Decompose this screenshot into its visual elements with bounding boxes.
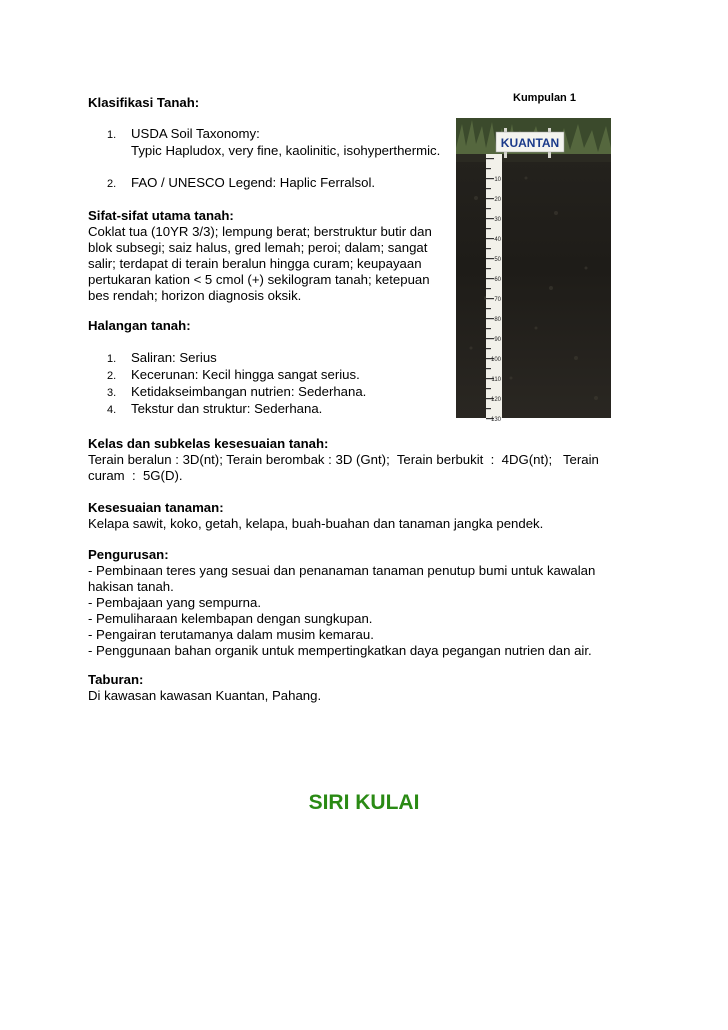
- ruler-tick: [486, 158, 494, 159]
- constraint-text: Tekstur dan struktur: Sederhana.: [131, 401, 323, 416]
- ruler-label: 30: [494, 217, 501, 223]
- suitability-class-line: curam : 5G(D).: [88, 468, 183, 483]
- properties-line: Coklat tua (10YR 3/3); lempung berat; berstruktur butir dan: [88, 224, 432, 239]
- properties-line: salir; terdapat di terain beralun hingga curam; keupayaan: [88, 256, 422, 271]
- ruler-tick: [486, 388, 491, 389]
- crops-title: Kesesuaian tanaman:: [88, 500, 224, 515]
- classification-list: [107, 126, 440, 192]
- ruler-label: 40: [494, 237, 501, 243]
- distribution-line: Di kawasan kawasan Kuantan, Pahang.: [88, 688, 322, 703]
- properties-section: [88, 208, 456, 304]
- list-number: 1.: [107, 129, 117, 141]
- ruler-label: 110: [491, 377, 501, 383]
- suitability-class-section: [88, 436, 628, 484]
- properties-line: blok subsegi; saiz halus, gred lemah; peroi; dalam; sangat: [88, 240, 428, 255]
- ruler-tick: [486, 368, 491, 369]
- ruler-label: 10: [494, 177, 501, 183]
- classification-title: Klasifikasi Tanah:: [88, 95, 200, 110]
- ruler-label: 120: [490, 397, 501, 403]
- ruler-tick: [486, 288, 491, 289]
- constraint-item: [107, 367, 366, 384]
- ruler-label: 60: [494, 277, 501, 283]
- series-name: SIRI KULAI: [308, 791, 420, 814]
- management-section: [88, 547, 628, 659]
- constraints-list: [107, 350, 366, 418]
- management-line: - Penggunaan bahan organik untuk mempertingkatkan daya pegangan nutrien dan air.: [88, 643, 592, 658]
- ruler-tick: [486, 238, 494, 239]
- ruler-tick: [486, 348, 491, 349]
- ruler-tick: [486, 298, 494, 299]
- ruler-label: 100: [490, 357, 501, 363]
- properties-line: pertukaran kation < 5 cmol (+) sekilogram tanah; ketepuan: [88, 272, 430, 287]
- ruler-label: 90: [494, 337, 501, 343]
- suitability-class-title: Kelas dan subkelas kesesuaian tanah:: [88, 436, 329, 451]
- ruler-tick: [486, 228, 491, 229]
- ruler-tick: [486, 338, 494, 339]
- ruler-tick: [486, 408, 491, 409]
- management-line: - Pemuliharaan kelembapan dengan sungkupan.: [88, 611, 373, 626]
- ruler-tick: [486, 258, 494, 259]
- ruler-tick: [486, 308, 491, 309]
- soil-profile-photo: [456, 118, 611, 423]
- ruler-label: 130: [490, 417, 501, 423]
- ruler-tick: [486, 198, 494, 199]
- ruler-tick: [486, 208, 491, 209]
- management-line: - Pengairan terutamanya dalam musim kemarau.: [88, 627, 374, 642]
- constraints-title: Halangan tanah:: [88, 318, 191, 333]
- constraint-item: [107, 384, 366, 401]
- ruler-tick: [486, 188, 491, 189]
- classification-item: [107, 175, 440, 192]
- soil-profile-image: [456, 118, 611, 423]
- list-number: 2.: [107, 370, 117, 382]
- constraint-text: Saliran: Serius: [131, 350, 217, 365]
- management-title: Pengurusan:: [88, 547, 169, 562]
- constraint-item: [107, 350, 366, 367]
- list-number: 3.: [107, 387, 117, 399]
- constraint-text: Kecerunan: Kecil hingga sangat serius.: [131, 367, 360, 382]
- crops-line: Kelapa sawit, koko, getah, kelapa, buah-buahan dan tanaman jangka pendek.: [88, 516, 544, 531]
- ruler-label: 80: [494, 317, 501, 323]
- management-line: - Pembajaan yang sempurna.: [88, 595, 262, 610]
- management-line: hakisan tanah.: [88, 579, 174, 594]
- constraint-item: [107, 401, 366, 418]
- ruler-tick: [486, 268, 491, 269]
- distribution-title: Taburan:: [88, 672, 144, 687]
- list-number: 1.: [107, 353, 117, 365]
- ruler-label: 20: [494, 197, 501, 203]
- classification-line: Typic Hapludox, very fine, kaolinitic, isohyperthermic.: [131, 143, 441, 158]
- suitability-class-line: Terain beralun : 3D(nt); Terain berombak : 3D (Gnt); Terain berbukit : 4DG(nt); Terain: [88, 452, 599, 467]
- ruler-tick: [486, 218, 494, 219]
- classification-item: [107, 126, 440, 159]
- classification-line: FAO / UNESCO Legend: Haplic Ferralsol.: [131, 175, 376, 190]
- properties-title: Sifat-sifat utama tanah:: [88, 208, 234, 223]
- list-number: 2.: [107, 178, 117, 190]
- list-number: 4.: [107, 404, 117, 416]
- properties-line: bes rendah; horizon diagnosis oksik.: [88, 288, 302, 303]
- group-label: Kumpulan 1: [513, 92, 576, 104]
- management-line: - Pembinaan teres yang sesuai dan penanaman tanaman penutup bumi untuk kawalan: [88, 563, 596, 578]
- ruler-label: 70: [494, 297, 501, 303]
- sign-text: KUANTAN: [500, 136, 560, 150]
- ruler-tick: [486, 168, 491, 169]
- constraints-section: [88, 318, 628, 334]
- ruler-tick: [486, 178, 494, 179]
- ruler-tick: [486, 248, 491, 249]
- classification-line: USDA Soil Taxonomy:: [131, 126, 260, 141]
- ruler-tick: [486, 278, 494, 279]
- ruler-label: 50: [494, 257, 501, 263]
- distribution-section: [88, 672, 628, 704]
- constraint-text: Ketidakseimbangan nutrien: Sederhana.: [131, 384, 367, 399]
- crops-section: [88, 500, 628, 532]
